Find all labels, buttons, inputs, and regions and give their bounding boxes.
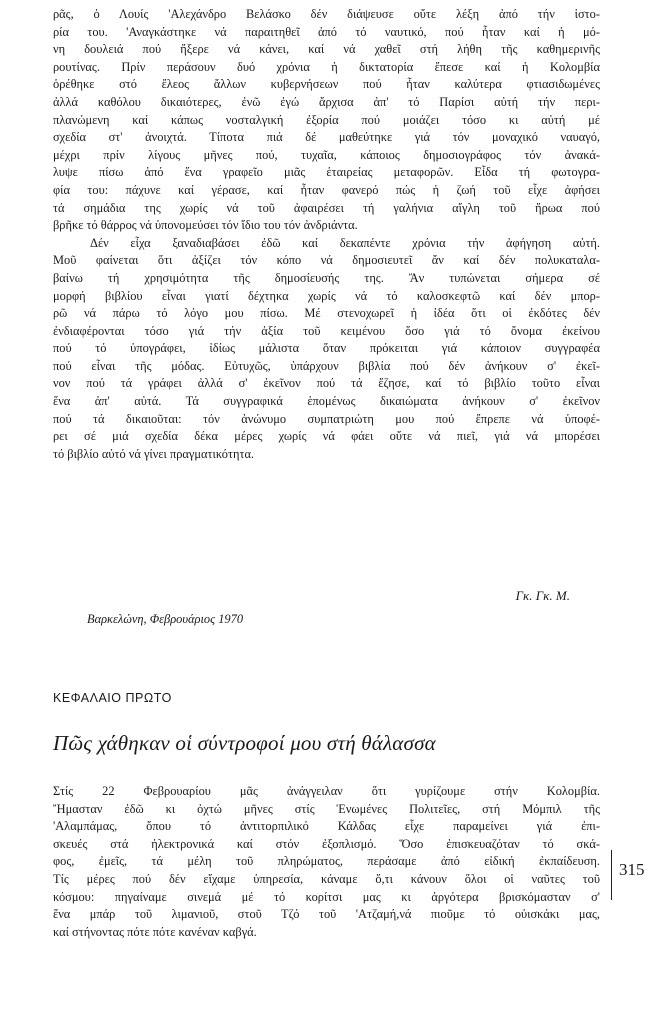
text-line: καί στήνοντας πότε πότε κανέναν καβγά. [53, 924, 257, 939]
text-line: φος, ἐμεῖς, τά μέλη τοῦ πληρώματος, περάσαμε ἀπό εἰδική ἐκπαίδευση. [53, 854, 600, 869]
text-line: λυψε πίσω ἀπό ἕνα γραφεῖο μιᾶς ἑταιρείας μεταφορῶν. Εἶδα τή φωτογρα- [53, 165, 600, 180]
text-line: βαίνω τή χρησιμότητα τῆς δημοσίευσής της. Ἄν τυπώνεται σήμερα σέ [53, 270, 600, 285]
text-line: Δέν εἶχα ξαναδιαβάσει ἐδῶ καί δεκαπέντε χρόνια τήν ἀφήγηση αὐτή. [90, 235, 600, 250]
author-initials: Γκ. Γκ. Μ. [515, 588, 570, 603]
text-line: σχεδία στ' ἀνοιχτά. Τίποτα πιά δέ μαθεύτηκε γιά τόν μοναχικό ναυαγό, [53, 130, 600, 145]
text-line: μέχρι πρίν λίγους μῆνες πού, τυχαῖα, κάποιος δημοσιογράφος τόν ἀνακά- [53, 147, 600, 162]
text-line: Ἤμασταν ἐδῶ κι ὀχτώ μῆνες στίς Ἑνωμένες Πολιτεῖες, στή Μόμπιλ τῆς [53, 801, 600, 816]
text-line: τό βιβλίο αὐτό νά γίνει πραγματικότητα. [53, 446, 255, 461]
text-line: ρᾶς, ὁ Λουίς 'Αλεχάνδρο Βελάσκο δέν διάψευσε οὔτε λέξη ἀπό τήν ἱστο- [53, 7, 600, 21]
text-line: φία του: πάχυνε καί γέρασε, καί ἦταν φανερό πώς ἡ ζωή τοῦ εἶχε ἀφήσει [53, 182, 600, 197]
page-margin-rule [611, 850, 612, 900]
text-line: ρία του. 'Αναγκάστηκε νά παραιτηθεῖ ἀπό τό ναυτικό, πού ἦταν καί ἡ μό- [53, 24, 600, 39]
text-line: Μοῦ φαίνεται ὅτι ἀξίζει τόν κόπο νά δημοσιευτεῖ ἄν καί δέν πολυκαταλα- [53, 253, 600, 268]
text-line: Στίς 22 Φεβρουαρίου μᾶς ἀνάγγειλαν ὅτι γυρίζουμε στήν Κολομβία. [53, 784, 600, 798]
text-line: ρουτίνας. Πρίν περάσουν δυό χρόνια ἡ δικτατορία ἔπεσε καί ἡ Κολομβία [53, 59, 600, 74]
text-line: πού τά δικαιοῦται: τόν ἀνώνυμο συμπατριώτη μου πού ἔπρεπε νά ὑποφέ- [53, 411, 600, 426]
preface-text [53, 6, 600, 463]
text-line: Τίς μέρες πού δέν εἴχαμε ὑπηρεσία, κάναμε ὅ,τι κάνουν ὅλοι οἱ ναῦτες τοῦ [53, 871, 600, 886]
text-line: ἕνα μπάρ τοῦ λιμανιοῦ, στοῦ Τζό τοῦ 'Ατζαμή,νά πιοῦμε τό οὐισκάκι μας, [53, 907, 600, 922]
text-line: σκευές στά ἠλεκτρονικά καί στόν ἐξοπλισμό. Ὅσο ἐπισκευαζόταν τό σκά- [53, 836, 600, 851]
text-line: ρῶ νά πάρω τό λόγο μου πίσω. Μέ στενοχωρεῖ ἡ ἰδέα ὅτι οἱ ἐκδότες δέν [53, 306, 600, 321]
text-line: 'Αλαμπάμας, ὅπου τό ἀντιτορπιλικό Κάλδας εἶχε παραμείνει γιά ἐπι- [53, 819, 600, 834]
text-line: κόσμου: πηγαίναμε σινεμά μέ τό κορίτσι μας κι ἀργότερα βρισκόμασταν σ' [53, 889, 600, 904]
chapter-title: Πῶς χάθηκαν οἱ σύντροφοί μου στή θάλασσα [53, 731, 436, 755]
text-line: τά σημάδια της χωρίς νά τοῦ ἀφαιρέσει τή γαλήνια αἴγλη τοῦ ἥρωα πού [53, 200, 600, 215]
text-line: πού τό ὑπογράφει, ἰδίως μάλιστα ὅταν πρόκειται γιά κάποιον συγγραφέα [53, 341, 600, 356]
chapter-body-text [53, 783, 600, 941]
chapter-label: ΚΕΦΑΛΑΙΟ ΠΡΩΤΟ [53, 691, 172, 705]
text-line: πού εἶναι τῆς μόδας. Εὐτυχῶς, ὑπάρχουν βιβλία πού δέν ἀνήκουν σ' ἐκεῖ- [53, 358, 600, 373]
text-line: βρῆκε τό θάρρος νά ὑπονομεύσει τόν ἴδιο του τόν ἀνδριάντα. [53, 218, 358, 233]
text-line: νον πού τά γράφει ἀλλά σ' ἐκεῖνον πού τά ἔζησε, καί τό βιβλίο τοῦτο εἶναι [53, 376, 600, 391]
text-line: ἐνδιαφέρονται τόσο γιά τήν ἀξία τοῦ κειμένου ὅσο γιά τό ὄνομα ἐκείνου [53, 323, 600, 338]
dateline: Βαρκελώνη, Φεβρουάριος 1970 [87, 612, 244, 626]
text-line: ἕνα ἀπ' αὐτά. Τά συγγραφικά ἑπομένως δικαιώματα ἀνήκουν σ' ἐκεῖνον [53, 394, 600, 409]
text-line: ὁρέθηκε στό ἔλεος ἄλλων κυβερνήσεων πού ἦταν καλύτερα φτιασιδωμένες [53, 77, 600, 92]
text-line: μορφή βιβλίου εἶναι γιατί δέχτηκα χωρίς νά τό καλοσκεφτῶ καί δέν μπορ- [53, 288, 600, 303]
text-line: ἀλλά καθόλου δικαιότερες, ἐνῶ ἐγώ ἄρχισα ἀπ' τό Παρίσι αὐτή τήν περι- [53, 94, 600, 109]
text-line: νη δουλειά πού ἤξερε νά κάνει, καί νά χαθεῖ στή λήθη τῆς καθημερινῆς [53, 42, 600, 57]
text-line: πλανώμενη καί κάπως νοσταλγική ἐξορία πού μοιάζει τόσο κι αὐτή μέ [53, 112, 600, 127]
page-number: 315 [619, 860, 645, 879]
text-line: ρει σέ μιά σχεδία δέκα μέρες χωρίς νά φάει οὔτε νά πιεῖ, γιά νά μπορέσει [53, 429, 600, 444]
